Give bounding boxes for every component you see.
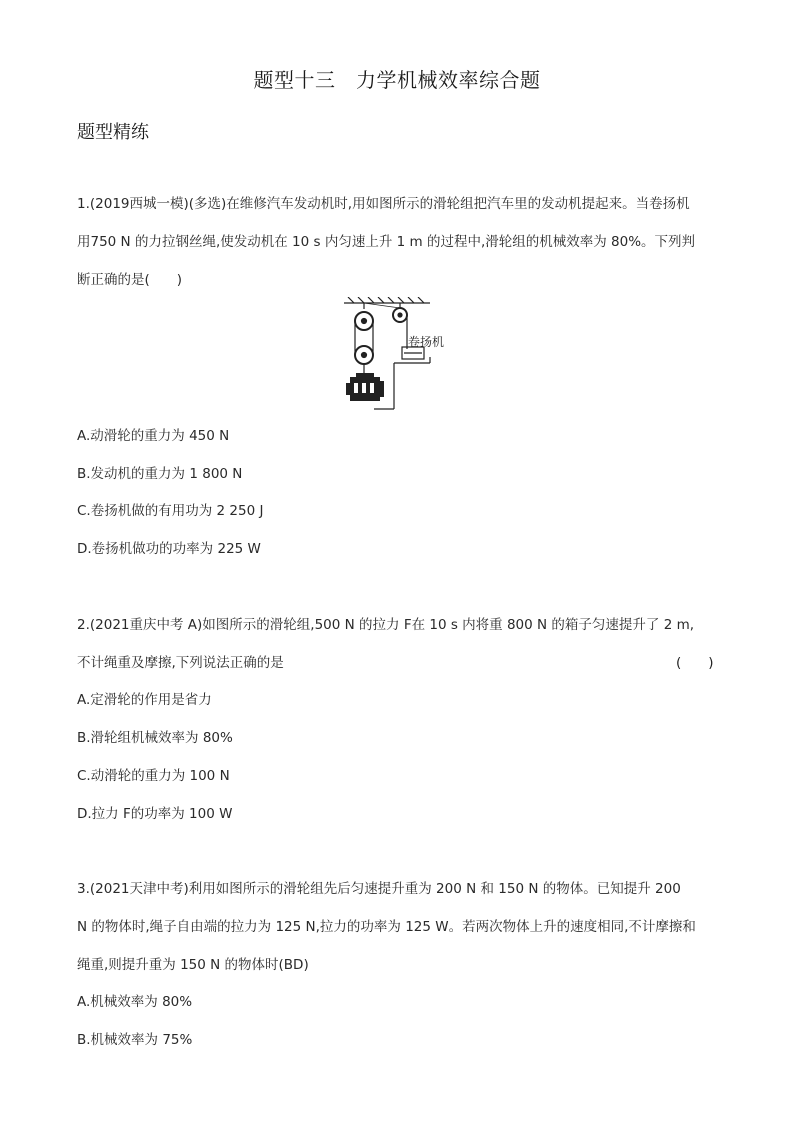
q3-stem-line-1: 3.(2021天津中考)利用如图所示的滑轮组先后匀速提升重为 200 N 和 150 N 的物体。已知提升 200 bbox=[77, 881, 681, 897]
q2-answer-blank: ( ) bbox=[676, 655, 714, 671]
pulley-figure bbox=[336, 297, 445, 416]
winch-label: 卷扬机 bbox=[408, 335, 445, 349]
q2-stem-line-2: 不计绳重及摩擦,下列说法正确的是 bbox=[77, 655, 284, 671]
q2-stem-line-1: 2.(2021重庆中考 A)如图所示的滑轮组,500 N 的拉力 F在 10 s 内将重 800 N 的箱子匀速提升了 2 m, bbox=[77, 617, 695, 633]
q3-stem-line-2: N 的物体时,绳子自由端的拉力为 125 N,拉力的功率为 125 W。若两次物体上升的速度相同,不计摩擦和 bbox=[77, 919, 696, 935]
q1-stem-line-1: 1.(2019西城一模)(多选)在维修汽车发动机时,用如图所示的滑轮组把汽车里的发动机提起来。当卷扬机 bbox=[77, 196, 690, 212]
q2-option-c: C.动滑轮的重力为 100 N bbox=[77, 768, 230, 784]
pulley-diagram bbox=[336, 297, 436, 412]
page-title: 题型十三 力学机械效率综合题 bbox=[253, 68, 541, 92]
q3-option-a: A.机械效率为 80% bbox=[77, 994, 193, 1010]
q2-option-a: A.定滑轮的作用是省力 bbox=[77, 692, 212, 708]
q1-option-d: D.卷扬机做功的功率为 225 W bbox=[77, 541, 261, 557]
q1-option-a: A.动滑轮的重力为 450 N bbox=[77, 428, 230, 444]
q1-stem-line-2: 用750 N 的力拉钢丝绳,使发动机在 10 s 内匀速上升 1 m 的过程中,滑轮组的机械效率为 80%。下列判 bbox=[77, 234, 696, 250]
q1-option-b: B.发动机的重力为 1 800 N bbox=[77, 466, 243, 482]
q1-stem-line-3: 断正确的是( ) bbox=[77, 272, 183, 288]
q2-option-b: B.滑轮组机械效率为 80% bbox=[77, 730, 233, 746]
q3-stem-line-3: 绳重,则提升重为 150 N 的物体时(BD) bbox=[77, 957, 309, 973]
q1-option-c: C.卷扬机做的有用功为 2 250 J bbox=[77, 503, 264, 519]
q2-option-d: D.拉力 F的功率为 100 W bbox=[77, 806, 233, 822]
section-heading: 题型精练 bbox=[77, 122, 149, 143]
q3-option-b: B.机械效率为 75% bbox=[77, 1032, 193, 1048]
